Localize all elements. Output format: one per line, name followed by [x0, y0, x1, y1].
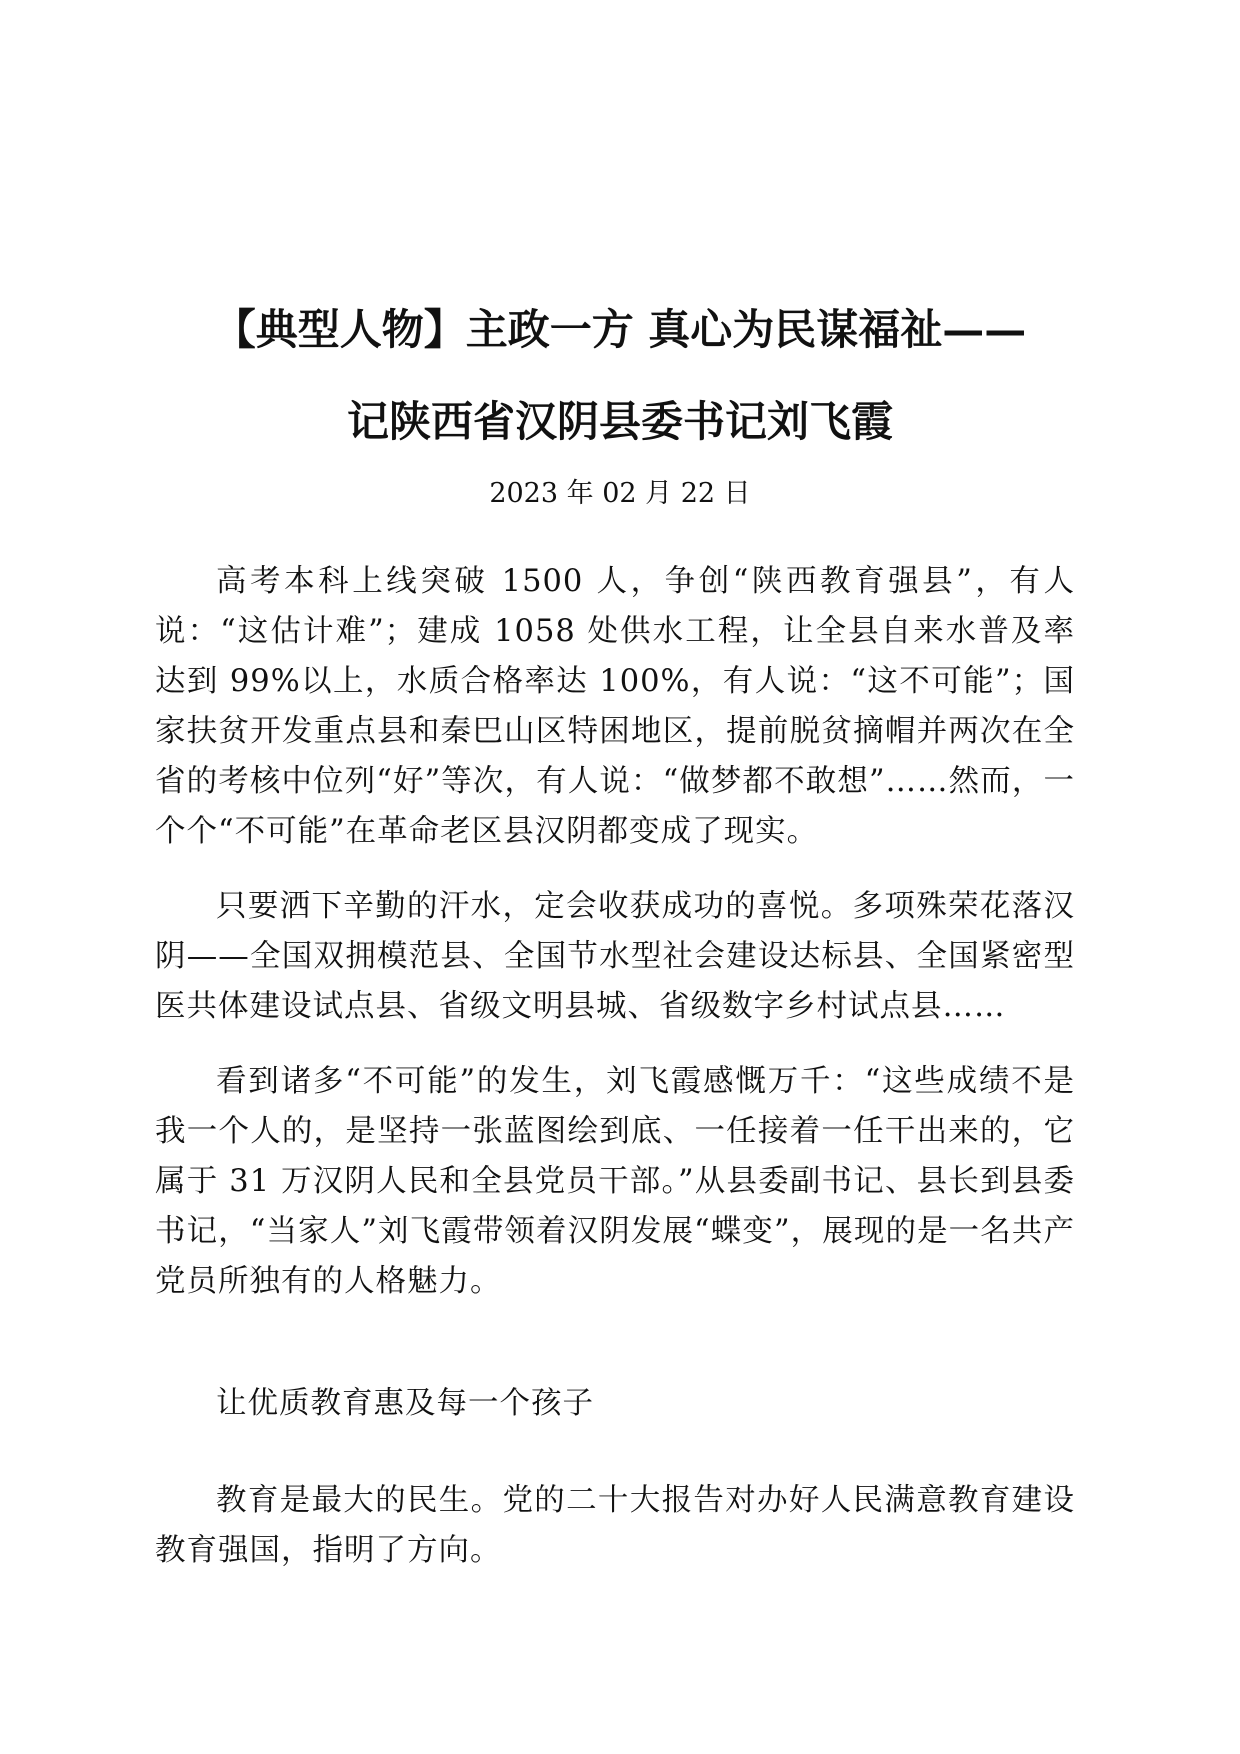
publish-date: 2023 年 02 月 22 日	[489, 478, 751, 509]
document-title-line-2: 记陕西省汉阴县委书记刘飞霞	[346, 397, 893, 446]
section-heading: 让优质教育惠及每一个孩子	[216, 1386, 594, 1421]
paragraph-3: 看到诸多“不可能”的发生，刘飞霞感慨万千：“这些成绩不是我一个人的，是坚持一张蓝图绘到底、一任接着一任干出来的，它属于 31 万汉阴人民和全县党员干部。”从县委副书记、县长到县委书记，“当家人”刘飞霞带领着汉阴发展“蝶变”，展现的是一名共产党员所独有的人格魅力。	[155, 1064, 1075, 1299]
paragraph-2: 只要洒下辛勤的汗水，定会收获成功的喜悦。多项殊荣花落汉阴——全国双拥模范县、全国节水型社会建设达标县、全国紧密型医共体建设试点县、省级文明县城、省级数字乡村试点县……	[155, 889, 1075, 1024]
document-title-line-1: 【典型人物】主政一方 真心为民谋福祉——	[213, 305, 1027, 354]
paragraph-1: 高考本科上线突破 1500 人，争创“陕西教育强县”，有人说：“这估计难”；建成 1058 处供水工程，让全县自来水普及率达到 99%以上，水质合格率达 100%，有人说：“这不可能”；国家扶贫开发重点县和秦巴山区特困地区，提前脱贫摘帽并两次在全省的考核中位列“好”等次，有人说：“做梦都不敢想”……然而，一个个“不可能”在革命老区县汉阴都变成了现实。	[155, 564, 1075, 849]
section-paragraph-1: 教育是最大的民生。党的二十大报告对办好人民满意教育建设教育强国，指明了方向。	[155, 1483, 1075, 1568]
